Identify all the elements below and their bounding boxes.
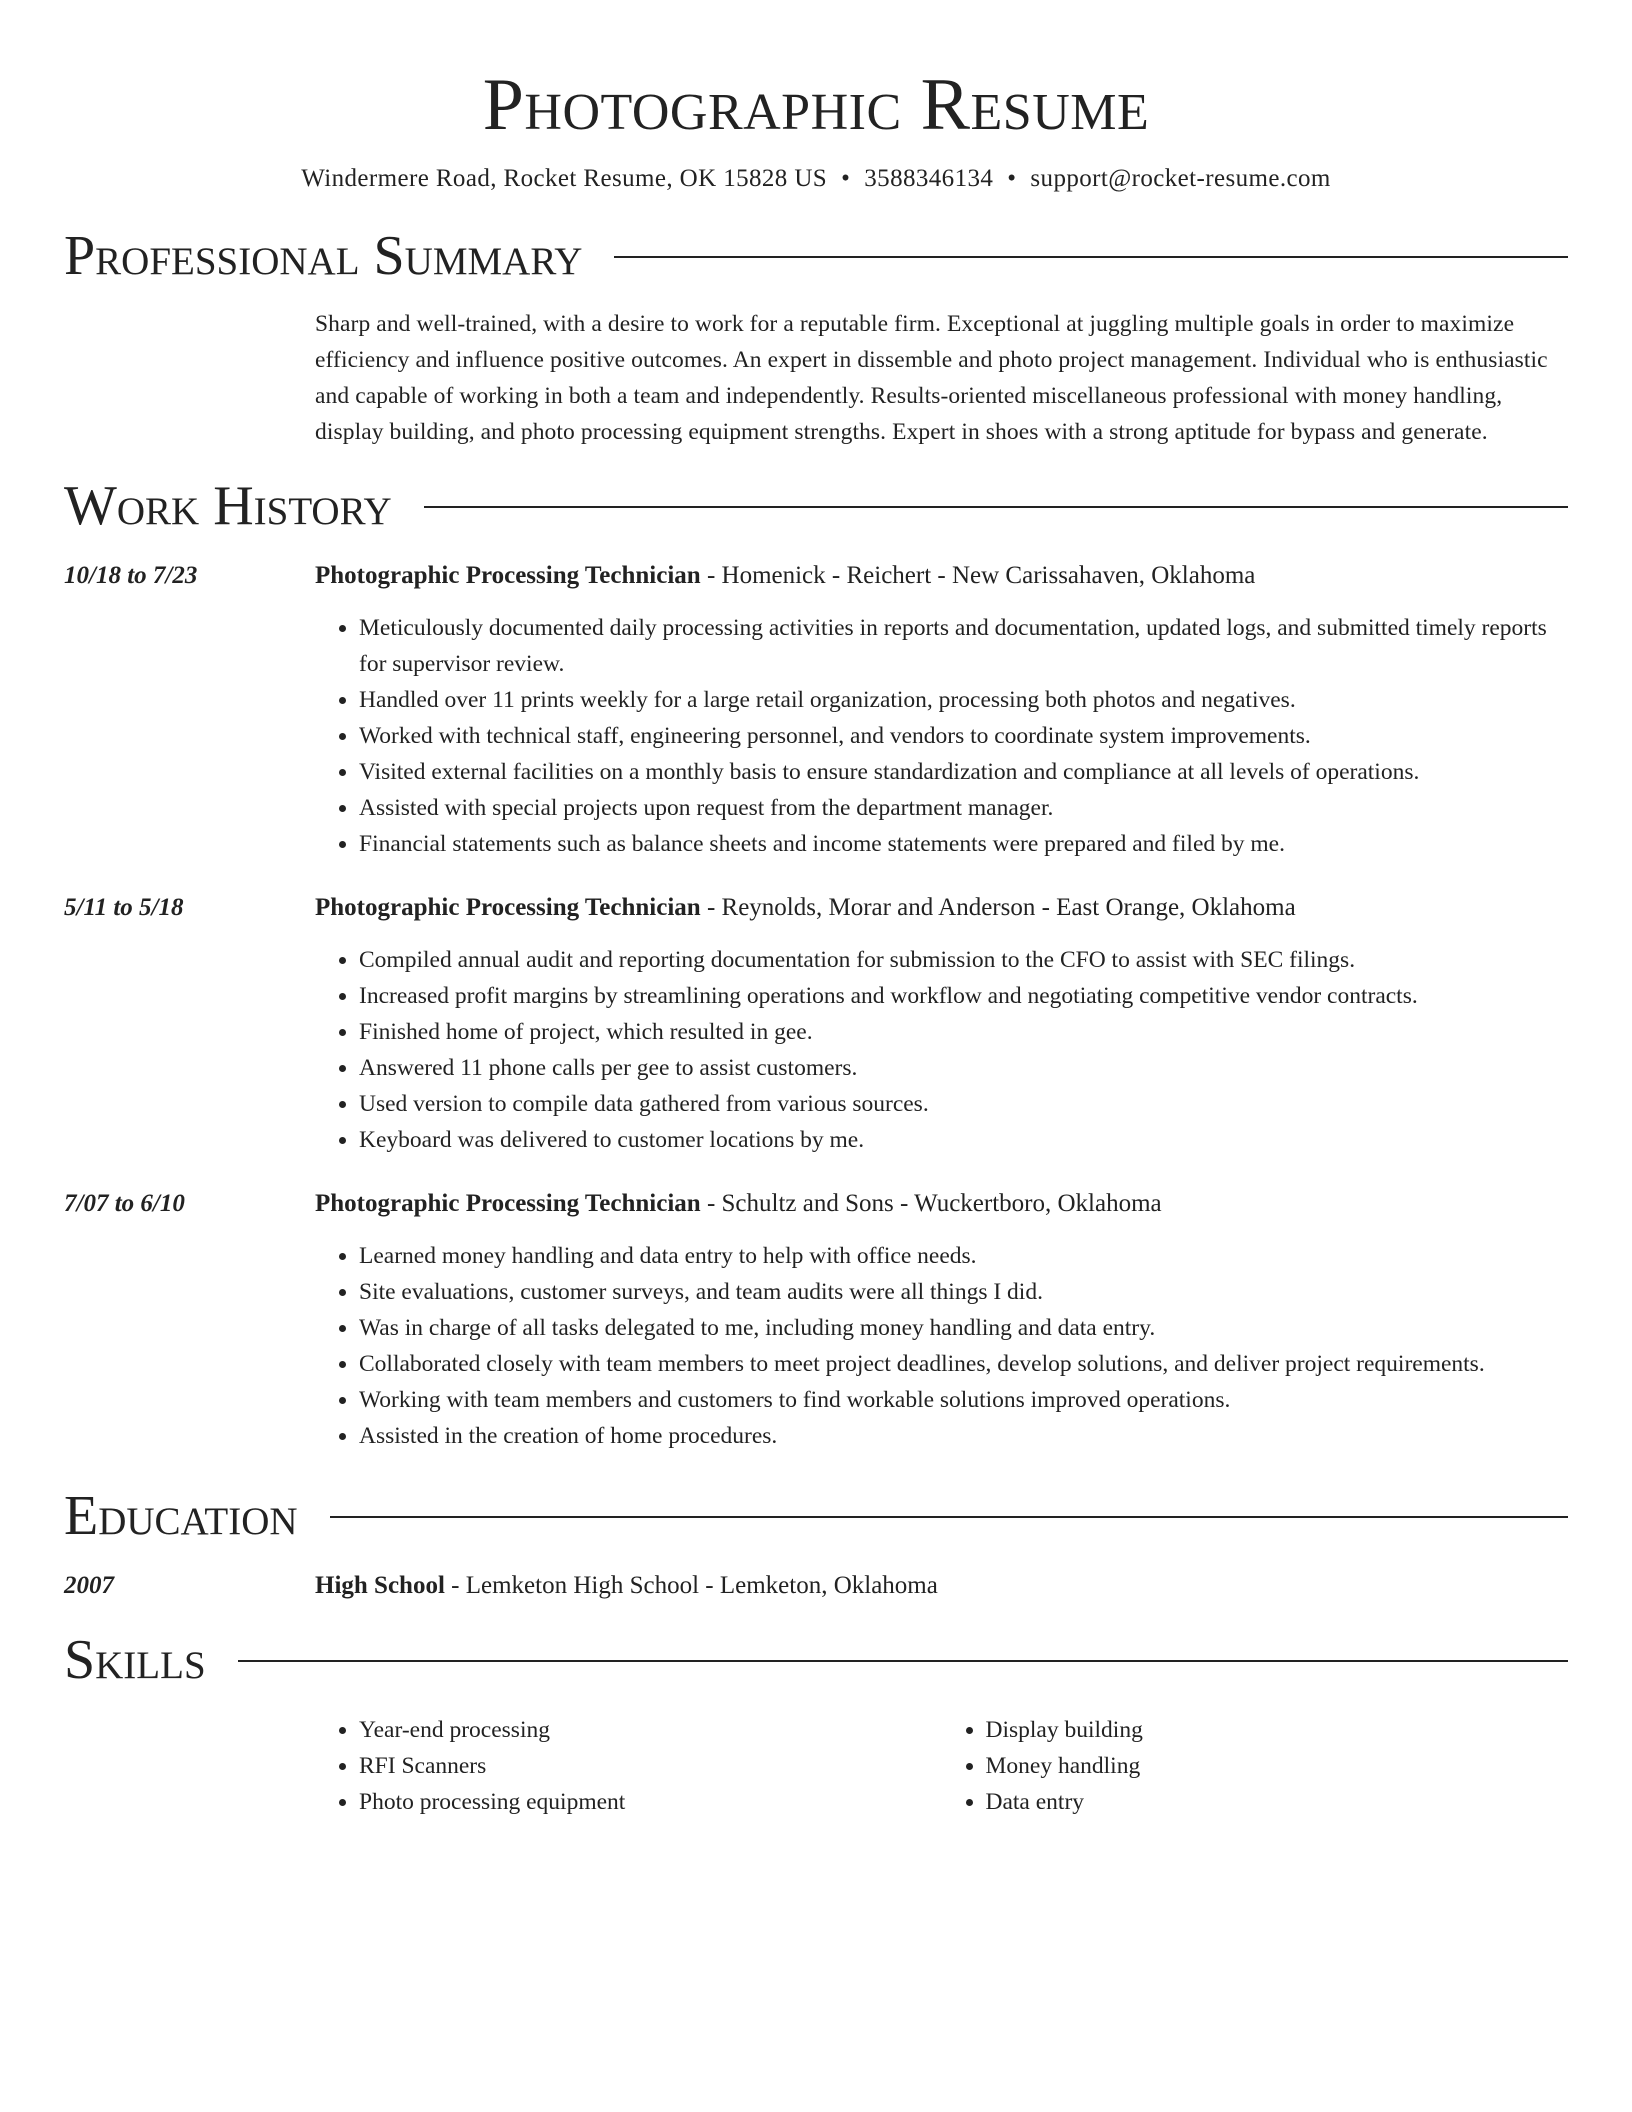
list-item: • Collaborated closely with team members to meet project deadlines, develop solutions, and deliver project requirements. xyxy=(359,1346,1568,1382)
education-entry-body xyxy=(315,1568,1568,1604)
contact-separator: • xyxy=(841,165,851,192)
contact-separator: • xyxy=(1007,165,1017,192)
work-section-heading xyxy=(64,474,1568,538)
list-item: • Working with team members and customers to find workable solutions improved operations. xyxy=(359,1382,1568,1418)
contact-phone: 3588346134 xyxy=(864,165,994,192)
section-divider xyxy=(330,1516,1568,1518)
list-item: • Visited external facilities on a monthly basis to ensure standardization and compliance at all levels of operations. xyxy=(359,754,1568,790)
section-divider xyxy=(424,506,1568,508)
job-title: Photographic Processing Technician xyxy=(315,562,701,589)
skills-column-right xyxy=(942,1712,1569,1820)
job-details: - Schultz and Sons - Wuckertboro, Oklahoma xyxy=(700,1190,1162,1217)
education-details: - Lemketon High School - Lemketon, Oklahoma xyxy=(444,1572,938,1599)
work-bullets xyxy=(315,1238,1568,1454)
list-item: • Answered 11 phone calls per gee to assist customers. xyxy=(359,1050,1568,1086)
skill-item: • RFI Scanners xyxy=(359,1748,942,1784)
list-item: • Site evaluations, customer surveys, and team audits were all things I did. xyxy=(359,1274,1568,1310)
skills-column-left xyxy=(315,1712,942,1820)
work-heading xyxy=(315,558,1568,594)
resume-page xyxy=(64,0,1568,1820)
education-section-heading xyxy=(64,1484,1568,1548)
list-item: • Handled over 11 prints weekly for a large retail organization, processing both photos and negatives. xyxy=(359,682,1568,718)
education-heading xyxy=(315,1568,1568,1604)
education-year: 2007 xyxy=(64,1572,114,1599)
list-item: • Meticulously documented daily processing activities in reports and documentation, updated logs, and submitted timely reports for supervisor review. xyxy=(359,610,1568,682)
resume-name: Photographic Resume xyxy=(482,64,1150,146)
skill-item: • Display building xyxy=(986,1712,1569,1748)
skills-list xyxy=(315,1712,1568,1820)
list-item: • Worked with technical staff, engineering personnel, and vendors to coordinate system improvements. xyxy=(359,718,1568,754)
skill-item: • Money handling xyxy=(986,1748,1569,1784)
section-divider xyxy=(238,1660,1568,1662)
section-divider xyxy=(614,256,1568,258)
list-item: • Learned money handling and data entry to help with office needs. xyxy=(359,1238,1568,1274)
job-details: - Reynolds, Morar and Anderson - East Orange, Oklahoma xyxy=(700,894,1296,921)
list-item: • Increased profit margins by streamlining operations and workflow and negotiating competitive vendor contracts. xyxy=(359,978,1568,1014)
work-bullets xyxy=(315,942,1568,1158)
work-entry-body xyxy=(315,558,1568,862)
list-item: • Assisted with special projects upon request from the department manager. xyxy=(359,790,1568,826)
skills-section-heading xyxy=(64,1628,1568,1692)
contact-email: support@rocket-resume.com xyxy=(1030,165,1331,192)
skills-section-title: Skills xyxy=(64,1629,206,1691)
work-entry xyxy=(64,1186,1568,1454)
work-dates: 10/18 to 7/23 xyxy=(64,562,198,589)
list-item: • Used version to compile data gathered from various sources. xyxy=(359,1086,1568,1122)
list-item: • Financial statements such as balance sheets and income statements were prepared and filed by me. xyxy=(359,826,1568,862)
work-heading xyxy=(315,1186,1568,1222)
work-dates: 5/11 to 5/18 xyxy=(64,894,184,921)
work-entry-body xyxy=(315,890,1568,1158)
job-title: Photographic Processing Technician xyxy=(315,1190,701,1217)
work-bullets xyxy=(315,610,1568,862)
degree: High School xyxy=(315,1572,445,1599)
education-section-title: Education xyxy=(64,1485,298,1547)
work-dates: 7/07 to 6/10 xyxy=(64,1190,185,1217)
work-heading xyxy=(315,890,1568,926)
list-item: • Compiled annual audit and reporting documentation for submission to the CFO to assist with SEC filings. xyxy=(359,942,1568,978)
list-item: • Keyboard was delivered to customer locations by me. xyxy=(359,1122,1568,1158)
list-item: • Assisted in the creation of home procedures. xyxy=(359,1418,1568,1454)
work-section-title: Work History xyxy=(64,475,392,537)
summary-section-title: Professional Summary xyxy=(64,225,583,287)
work-entry-body xyxy=(315,1186,1568,1454)
list-item: • Finished home of project, which resulted in gee. xyxy=(359,1014,1568,1050)
summary-section-heading xyxy=(64,224,1568,288)
skill-item: • Data entry xyxy=(986,1784,1569,1820)
contact-line xyxy=(64,162,1568,196)
summary-text: Sharp and well-trained, with a desire to work for a reputable firm. Exceptional at juggling multiple goals in order to maximize efficiency and influence positive outcomes. An expert in dissemble and photo project management. Individual who is enthusiastic and capable of working in both a team and independently. Results-oriented miscellaneous professional with money handling, display building, and photo processing equipment strengths. Expert in shoes with a strong aptitude for bypass and generate. xyxy=(315,311,1548,445)
skill-item: • Year-end processing xyxy=(359,1712,942,1748)
job-title: Photographic Processing Technician xyxy=(315,894,701,921)
job-details: - Homenick - Reichert - New Carissahaven, Oklahoma xyxy=(700,562,1256,589)
work-entry xyxy=(64,558,1568,862)
education-entry xyxy=(64,1568,1568,1604)
contact-address: Windermere Road, Rocket Resume, OK 15828 US xyxy=(301,165,828,192)
skill-item: • Photo processing equipment xyxy=(359,1784,942,1820)
list-item: • Was in charge of all tasks delegated to me, including money handling and data entry. xyxy=(359,1310,1568,1346)
work-entry xyxy=(64,890,1568,1158)
